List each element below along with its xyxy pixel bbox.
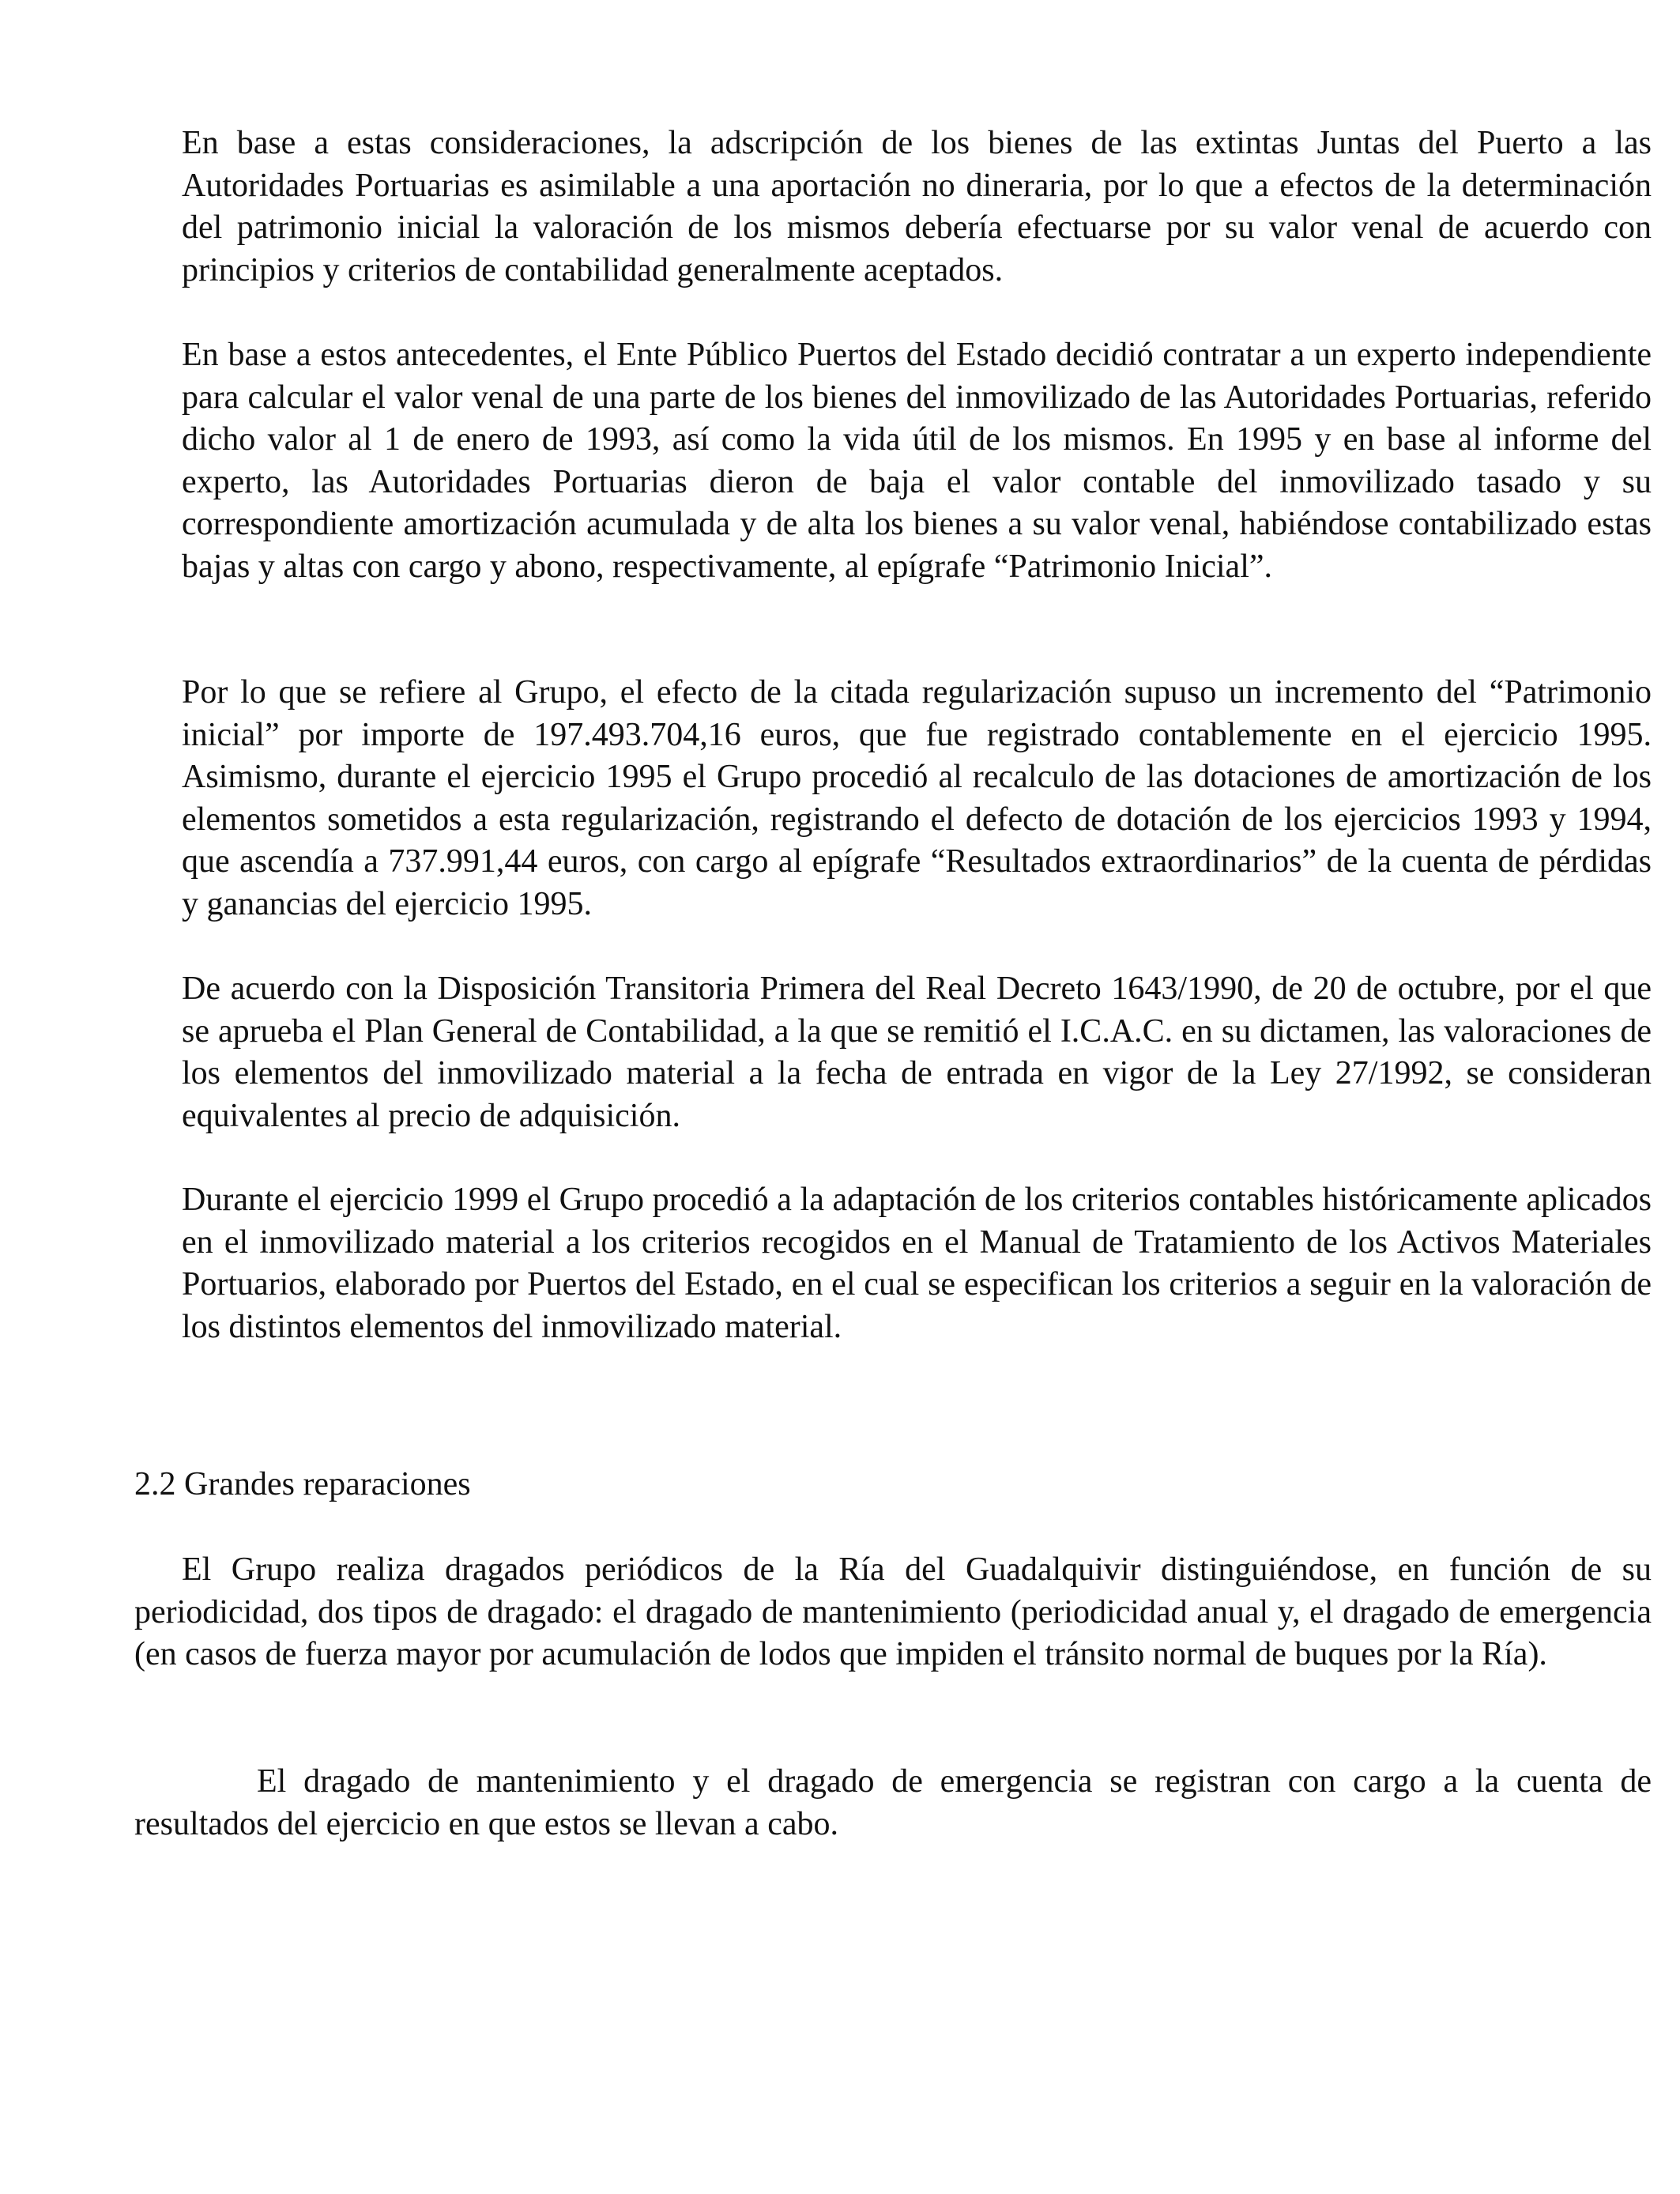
paragraph-dredging-types: El Grupo realiza dragados periódicos de la Ría del Guadalquivir distinguiéndose, en función de su periodicidad, dos tipos de dragado: el dragado de mantenimiento (periodicidad anual y, el dragado de emergencia (en casos de fuerza mayor por acumulación de lodos que impiden el tránsito normal de buques por la Ría).: [134, 1551, 1652, 1672]
paragraph-1999-adaptation: Durante el ejercicio 1999 el Grupo procedió a la adaptación de los criterios contables históricamente aplicados en el inmovilizado material a los criterios recogidos en el Manual de Tratamiento de los Activos Materiales Portuarios, elaborado por Puertos del Estado, en el cual se especifican los criterios a seguir en la valoración de los distintos elementos del inmovilizado material.: [182, 1182, 1652, 1345]
paragraph-dredging-accounting: El dragado de mantenimiento y el dragado de emergencia se registran con cargo a la cuenta de resultados del ejercicio en que estos se llevan a cabo.: [134, 1763, 1652, 1842]
paragraph-independent-expert: En base a estos antecedentes, el Ente Público Puertos del Estado decidió contratar a un experto independiente para calcular el valor venal de una parte de los bienes del inmovilizado de las Autoridades Portuarias, referido dicho valor al 1 de enero de 1993, así como la vida útil de los mismos. En 1995 y en base al informe del experto, las Autoridades Portuarias dieron de baja el valor contable del inmovilizado tasado y su correspondiente amortización acumulada y de alta los bienes a su valor venal, habiéndose contabilizado estas bajas y altas con cargo y abono, respectivamente, al epígrafe “Patrimonio Inicial”.: [182, 337, 1652, 585]
section-heading: 2.2 Grandes reparaciones: [134, 1466, 471, 1502]
paragraph-transitional-provision: De acuerdo con la Disposición Transitoria Primera del Real Decreto 1643/1990, de 20 de octubre, por el que se aprueba el Plan General de Contabilidad, a la que se remitió el I.C.A.C. en su dictamen, las valoraciones de los elementos del inmovilizado material a la fecha de entrada en vigor de la Ley 27/1992, se consideran equivalentes al precio de adquisición.: [182, 971, 1652, 1134]
paragraph-group-regularization: Por lo que se refiere al Grupo, el efecto de la citada regularización supuso un incremento del “Patrimonio inicial” por importe de 197.493.704,16 euros, que fue registrado contablemente en el ejercicio 1995. Asimismo, durante el ejercicio 1995 el Grupo procedió al recalculo de las dotaciones de amortización de los elementos sometidos a esta regularización, registrando el defecto de dotación de los ejercicios 1993 y 1994, que ascendía a 737.991,44 euros, con cargo al epígrafe “Resultados extraordinarios” de la cuenta de pérdidas y ganancias del ejercicio 1995.: [182, 674, 1652, 922]
paragraph-valuation-basis: En base a estas consideraciones, la adscripción de los bienes de las extintas Juntas del Puerto a las Autoridades Portuarias es asimilable a una aportación no dineraria, por lo que a efectos de la determinación del patrimonio inicial la valoración de los mismos debería efectuarse por su valor venal de acuerdo con principios y criterios de contabilidad generalmente aceptados.: [182, 125, 1652, 288]
